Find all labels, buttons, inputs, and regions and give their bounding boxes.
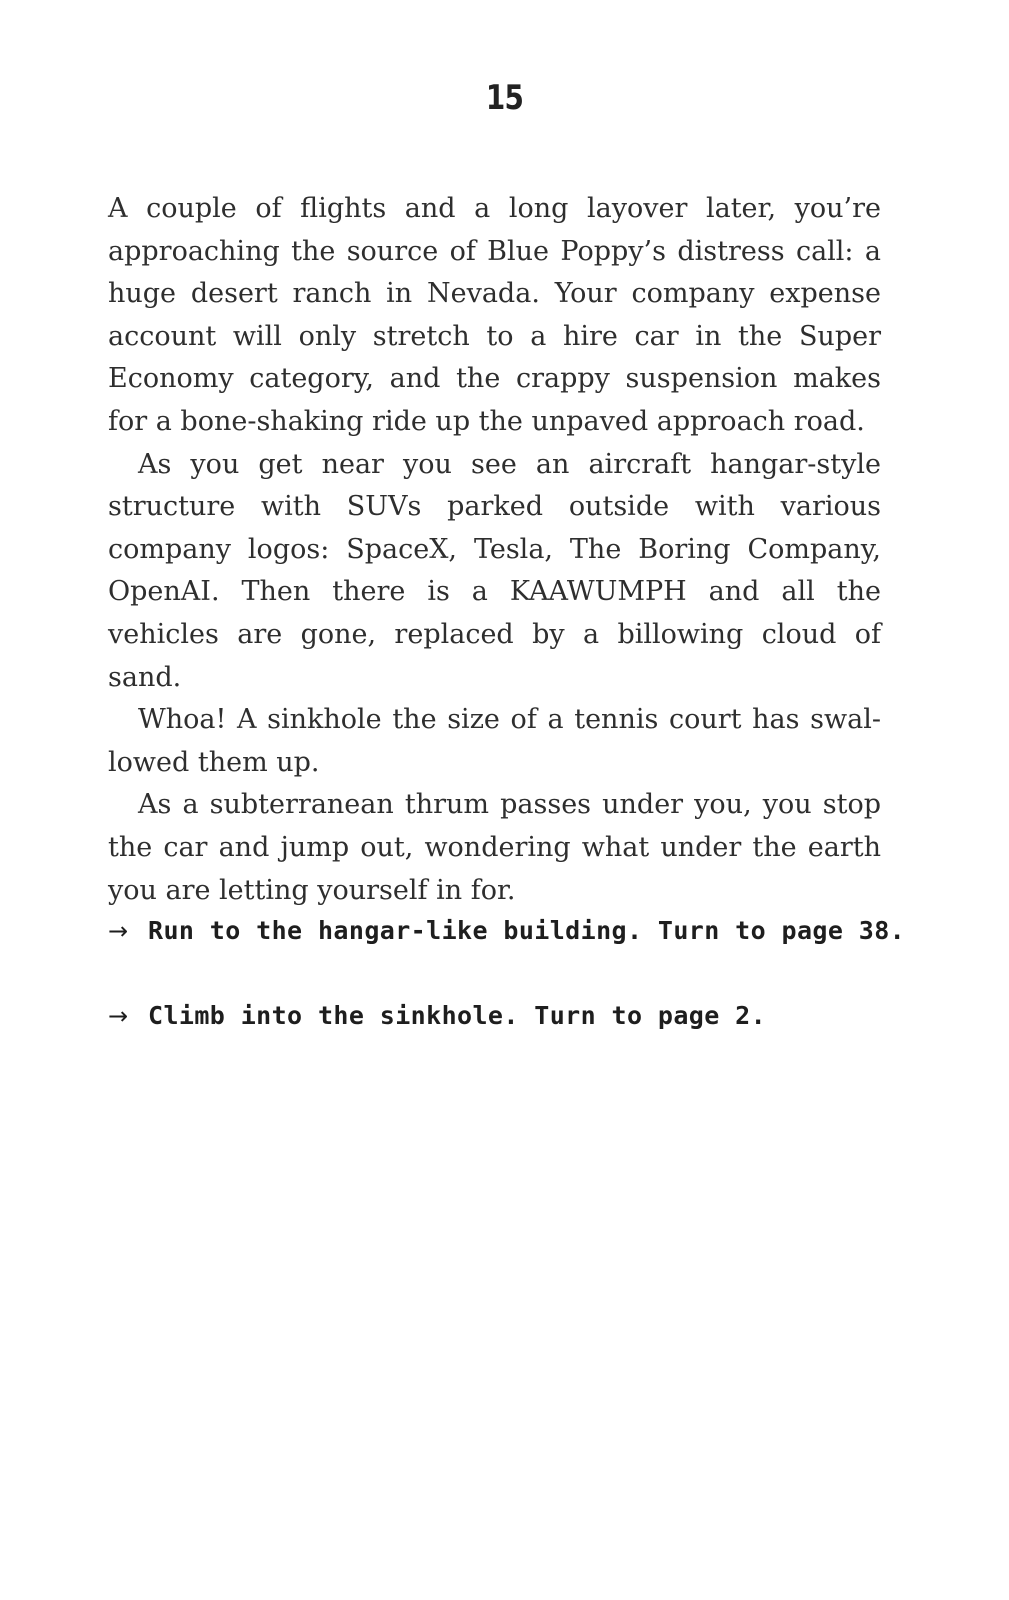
paragraph: As you get near you see an aircraft hangar-style structure with SUVs parked outside with various company logos: SpaceX, Tesla, The Boring Company, OpenAI. Then there is a KAAWUMPH and all the vehicles are gone, replaced by a billowing cloud of sand. — [108, 448, 881, 693]
paragraph: A couple of flights and a long layover later, you’re approaching the source of Blue Poppy’s distress call: a huge desert ranch in Nevada. Your company expense account will only stretch to a hire car in the Super Economy category, and the crappy suspension makes for a bone-shaking ride up the unpaved approach road. — [108, 193, 881, 437]
arrow-right-icon: → — [108, 917, 129, 945]
page-number: 15 — [485, 78, 524, 118]
arrow-right-icon: → — [108, 1002, 129, 1030]
choice-list — [108, 916, 908, 1086]
choice-label: Run to the hangar-like building. Turn to page 38. — [148, 916, 906, 945]
story-text — [108, 188, 881, 912]
choice-label: Climb into the sinkhole. Turn to page 2. — [148, 1001, 767, 1030]
choice-hangar[interactable] — [108, 916, 908, 960]
choice-sinkhole[interactable] — [108, 1001, 908, 1045]
paragraph: Whoa! A sinkhole the size of a tennis court has swallowed them up. — [108, 704, 881, 778]
paragraph: As a subterranean thrum passes under you, you stop the car and jump out, wondering what under the earth you are letting yourself in for. — [108, 789, 881, 906]
